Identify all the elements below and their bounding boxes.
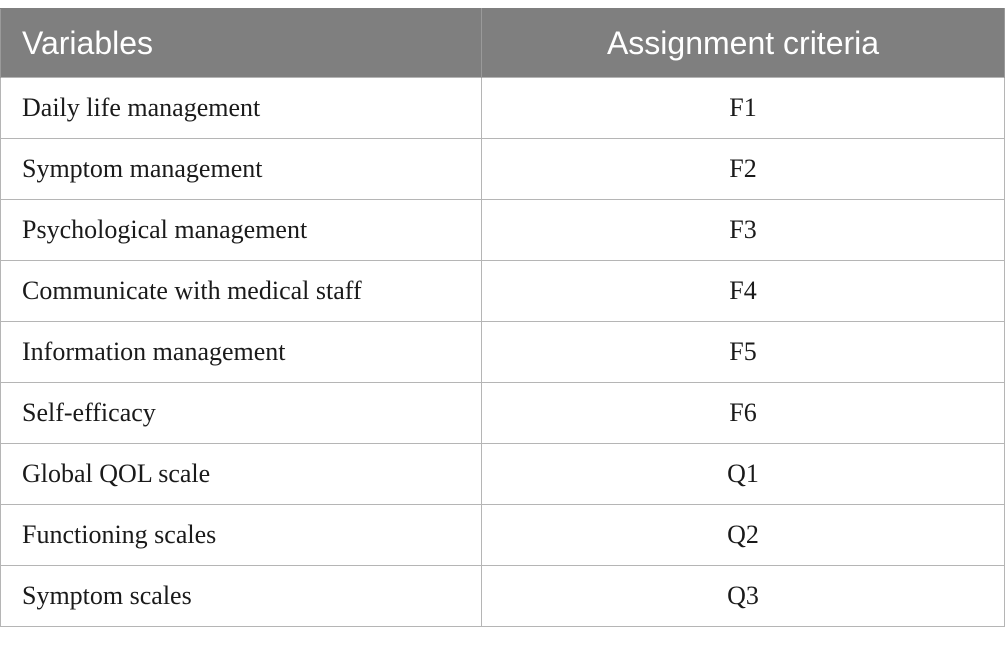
criteria-cell: F4: [482, 261, 1005, 322]
table-row: [1, 139, 1005, 200]
variable-cell: Symptom scales: [1, 566, 482, 627]
variable-cell: Self-efficacy: [1, 383, 482, 444]
table-row: [1, 505, 1005, 566]
variable-cell: Daily life management: [1, 78, 482, 139]
variable-cell: Functioning scales: [1, 505, 482, 566]
variable-cell: Psychological management: [1, 200, 482, 261]
table-row: [1, 566, 1005, 627]
header-row: [1, 9, 1005, 78]
assignment-table-container: [0, 8, 1004, 627]
table-body: [1, 78, 1005, 627]
variable-cell: Symptom management: [1, 139, 482, 200]
table-row: [1, 322, 1005, 383]
table-header: [1, 9, 1005, 78]
criteria-cell: F6: [482, 383, 1005, 444]
table-row: [1, 383, 1005, 444]
variables-column-header: Variables: [1, 9, 482, 78]
criteria-cell: F1: [482, 78, 1005, 139]
criteria-cell: F2: [482, 139, 1005, 200]
variable-cell: Global QOL scale: [1, 444, 482, 505]
variable-cell: Information management: [1, 322, 482, 383]
criteria-cell: Q2: [482, 505, 1005, 566]
table-row: [1, 200, 1005, 261]
criteria-cell: F5: [482, 322, 1005, 383]
criteria-cell: Q1: [482, 444, 1005, 505]
criteria-cell: F3: [482, 200, 1005, 261]
assignment-table: [0, 8, 1005, 627]
table-row: [1, 78, 1005, 139]
assignment-criteria-column-header: Assignment criteria: [482, 9, 1005, 78]
variable-cell: Communicate with medical staff: [1, 261, 482, 322]
criteria-cell: Q3: [482, 566, 1005, 627]
table-row: [1, 444, 1005, 505]
table-row: [1, 261, 1005, 322]
